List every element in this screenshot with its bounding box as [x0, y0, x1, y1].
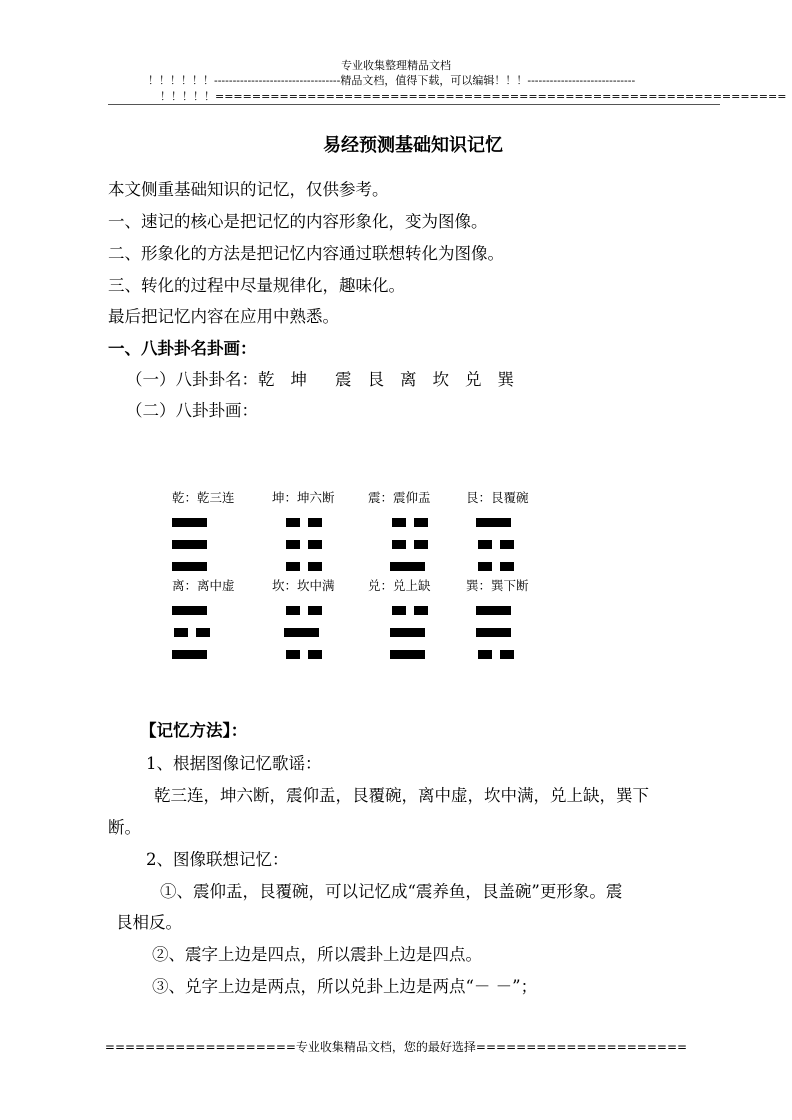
trigram-names-line — [126, 366, 514, 390]
trigram-label: 艮：艮覆碗 — [466, 490, 529, 505]
document-title: 易经预测基础知识记忆 — [323, 135, 503, 156]
trigram — [172, 576, 262, 594]
method-rhyme: 乾三连，坤六断，震仰盂，艮覆碗，离中虚，坎中满，兑上缺，巽下 — [154, 786, 649, 805]
header-rule — [108, 104, 720, 105]
trigram — [272, 576, 362, 594]
trigram-drawings-label: （二）八卦卦画： — [126, 401, 258, 420]
trigram-label: 兑：兑上缺 — [368, 578, 431, 593]
trigram-name: 坤 — [290, 370, 307, 389]
trigram-names-label: （一）八卦卦名： — [126, 370, 258, 389]
trigram-name: 艮 — [367, 370, 384, 389]
trigram-name: 乾 — [258, 370, 275, 389]
header-banner: ！！！！！！----------------------------------精品文档，值得下载，可以编辑！！！----------------------------- — [148, 74, 636, 87]
trigram-name: 坎 — [432, 370, 449, 389]
trigram-name: 离 — [400, 370, 417, 389]
method-item-2-sub2: ②、震字上边是四点，所以震卦上边是四点。 — [152, 945, 482, 964]
method-item-2-sub1: ①、震仰盂，艮覆碗，可以记忆成“震养鱼，艮盖碗”更形象。震 — [160, 882, 623, 901]
trigram-label: 震：震仰盂 — [368, 490, 431, 505]
section-heading: 一、八卦卦名卦画： — [108, 339, 257, 358]
method-rhyme-end: 断。 — [108, 818, 141, 837]
intro-paragraph: 本文侧重基础知识的记忆，仅供参考。 — [108, 180, 389, 199]
header-separator: ！！！！！============================================================== — [160, 90, 787, 103]
method-item-2-sub3: ③、兑字上边是两点，所以兑卦上边是两点“－ －”； — [152, 977, 538, 996]
trigram-label: 坎：坎中满 — [272, 578, 335, 593]
method-item-2-label: 2、图像联想记忆： — [146, 850, 289, 869]
header-caption: 专业收集整理精品文档 — [341, 59, 451, 72]
trigram-name: 震 — [335, 370, 352, 389]
trigram-label: 乾：乾三连 — [172, 490, 235, 505]
method-item-1-label: 1、根据图像记忆歌谣： — [146, 754, 322, 773]
method-heading: 【记忆方法】： — [140, 721, 248, 740]
trigram — [172, 488, 262, 506]
trigram-name: 兑 — [465, 370, 482, 389]
point-2: 二、形象化的方法是把记忆内容通过联想转化为图像。 — [108, 244, 504, 263]
method-item-2-sub1-end: 艮相反。 — [116, 913, 182, 932]
point-final: 最后把记忆内容在应用中熟悉。 — [108, 307, 339, 326]
point-1: 一、速记的核心是把记忆的内容形象化，变为图像。 — [108, 212, 488, 231]
point-3: 三、转化的过程中尽量规律化，趣味化。 — [108, 276, 405, 295]
trigram-name: 巽 — [497, 370, 514, 389]
trigram — [466, 488, 556, 506]
trigram-label: 离：离中虚 — [172, 578, 235, 593]
trigram — [368, 576, 458, 594]
trigram-label: 坤：坤六断 — [272, 490, 335, 505]
trigram — [466, 576, 556, 594]
trigram — [368, 488, 458, 506]
trigram-label: 巽：巽下断 — [466, 578, 529, 593]
footer-banner: ===================专业收集精品文档，您的最好选择===================== — [104, 1040, 688, 1054]
trigram — [272, 488, 362, 506]
